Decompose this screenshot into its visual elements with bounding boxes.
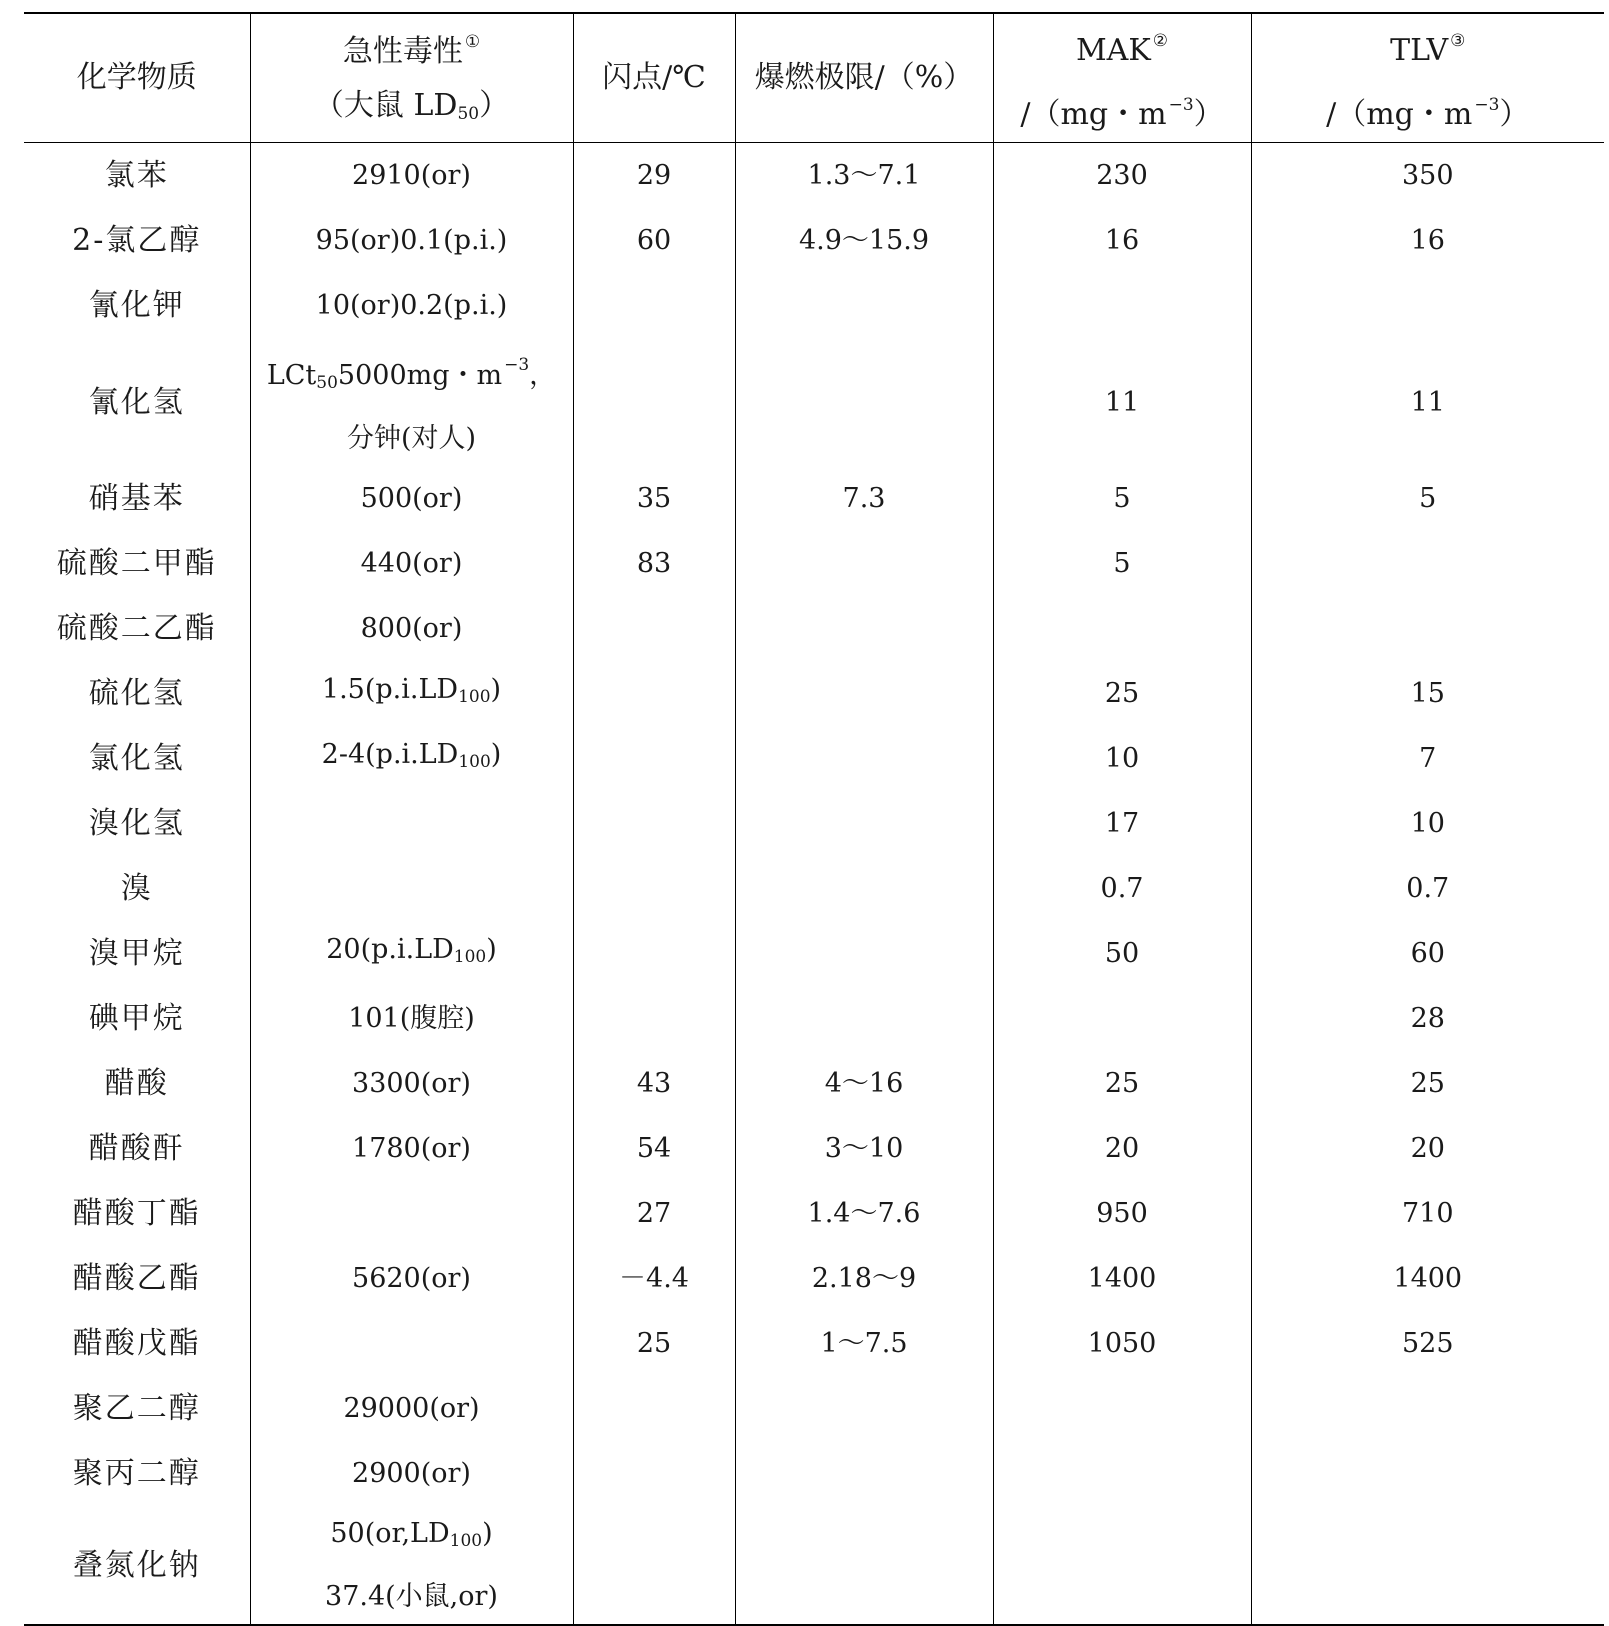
tlv-cell: 11 [1251,338,1604,466]
header-row [24,13,1604,143]
acute-toxicity-cell: 800(or) [250,596,573,661]
chemical-name: 醋酸 [104,1066,169,1101]
chemical-name: 硫酸二乙酯 [56,611,217,646]
acute-toxicity-cell: LCt505000mg・m $^{-3}$， 分钟(对人) [250,338,573,466]
explosion-limit-cell: 2.18～9 [735,1246,993,1311]
acute-toxicity-cell: 29000(or) [250,1376,573,1441]
table-row [24,726,1604,791]
chemical-name: 氯苯 [104,158,169,193]
table-row [24,596,1604,661]
flash-point-cell: 54 [573,1116,735,1181]
acute-toxicity-cell: 440(or) [250,531,573,596]
mak-cell [993,273,1251,338]
chemical-name: 聚丙二醇 [72,1456,201,1491]
flash-point-cell: －4.4 [573,1246,735,1311]
acute-toxicity-cell: 1.5(p.i.LD100) [250,661,573,726]
tlv-cell: 28 [1251,986,1604,1051]
explosion-limit-cell: 3～10 [735,1116,993,1181]
chemical-name: 醋酸酐 [88,1131,185,1166]
tlv-cell: 20 [1251,1116,1604,1181]
header-acute-toxicity: 急性毒性 ① （大鼠 LD50） [250,13,573,143]
mak-cell: 16 [993,208,1251,273]
mak-cell: 10 [993,726,1251,791]
mak-cell: 950 [993,1181,1251,1246]
header-flash-point: 闪点/℃ [573,13,735,143]
mak-cell: 0.7 [993,856,1251,921]
chemical-name: 溴 [120,871,153,906]
tlv-cell: 0.7 [1251,856,1604,921]
tlv-cell [1251,1376,1604,1441]
table-row [24,1181,1604,1246]
acute-toxicity-cell [250,791,573,856]
explosion-limit-cell [735,1441,993,1506]
acute-toxicity-cell: 500(or) [250,466,573,531]
explosion-limit-cell [735,1376,993,1441]
table-row [24,531,1604,596]
mak-cell: 17 [993,791,1251,856]
flash-point-cell: 35 [573,466,735,531]
header-tlv: TLV ③ /（mg・m $^{-3}$） [1251,13,1604,143]
mak-cell [993,1376,1251,1441]
acute-toxicity-cell: 2900(or) [250,1441,573,1506]
table-row [24,661,1604,726]
header-mak: MAK ② /（mg・m $^{-3}$） [993,13,1251,143]
explosion-limit-cell [735,596,993,661]
explosion-limit-cell [735,1506,993,1625]
tlv-cell: 5 [1251,466,1604,531]
flash-point-cell [573,338,735,466]
chemical-name: 氰化钾 [88,288,185,323]
explosion-limit-cell [735,726,993,791]
flash-point-cell: 83 [573,531,735,596]
chemical-name: 醋酸戊酯 [72,1326,201,1361]
header-explosion-limit: 爆燃极限/（%） [735,13,993,143]
acute-toxicity-cell: 5620(or) [250,1246,573,1311]
chemical-name: 氰化氢 [88,384,185,420]
mak-cell: 50 [993,921,1251,986]
tlv-cell: 10 [1251,791,1604,856]
table-row [24,1116,1604,1181]
chemical-name: 叠氮化钠 [72,1547,201,1583]
table-row [24,1311,1604,1376]
table-row [24,986,1604,1051]
chemical-name: 碘甲烷 [88,1001,185,1036]
chemical-name: 醋酸乙酯 [72,1261,201,1296]
table-row [24,1506,1604,1625]
table-row [24,791,1604,856]
flash-point-cell [573,856,735,921]
explosion-limit-cell [735,791,993,856]
explosion-limit-cell [735,273,993,338]
tlv-cell: 16 [1251,208,1604,273]
flash-point-cell [573,661,735,726]
table-row [24,208,1604,273]
mak-cell: 25 [993,661,1251,726]
flash-point-cell [573,1506,735,1625]
explosion-limit-cell: 7.3 [735,466,993,531]
table-row [24,273,1604,338]
tlv-cell: 15 [1251,661,1604,726]
tlv-cell [1251,273,1604,338]
chemical-name: 醋酸丁酯 [72,1196,201,1231]
table-row [24,921,1604,986]
mak-cell: 5 [993,531,1251,596]
chemical-name: 硝基苯 [88,481,185,516]
tlv-cell [1251,596,1604,661]
acute-toxicity-cell: 10(or)0.2(p.i.) [250,273,573,338]
explosion-limit-cell [735,661,993,726]
flash-point-cell: 29 [573,143,735,209]
explosion-limit-cell: 1～7.5 [735,1311,993,1376]
acute-toxicity-cell: 2910(or) [250,143,573,209]
chemical-name: 溴化氢 [88,806,185,841]
tlv-cell [1251,1506,1604,1625]
flash-point-cell [573,921,735,986]
flash-point-cell: 43 [573,1051,735,1116]
mak-cell: 20 [993,1116,1251,1181]
mak-cell: 25 [993,1051,1251,1116]
mak-cell [993,986,1251,1051]
acute-toxicity-cell [250,856,573,921]
header-chemical: 化学物质 [24,13,250,143]
flash-point-cell [573,726,735,791]
acute-toxicity-cell: 101(腹腔) [250,986,573,1051]
acute-toxicity-cell: 20(p.i.LD100) [250,921,573,986]
chemical-name: 溴甲烷 [88,936,185,971]
explosion-limit-cell: 1.4～7.6 [735,1181,993,1246]
flash-point-cell [573,273,735,338]
acute-toxicity-cell: 3300(or) [250,1051,573,1116]
mak-cell: 5 [993,466,1251,531]
explosion-limit-cell [735,921,993,986]
explosion-limit-cell [735,856,993,921]
flash-point-cell [573,986,735,1051]
acute-toxicity-cell: 1780(or) [250,1116,573,1181]
explosion-limit-cell: 4～16 [735,1051,993,1116]
flash-point-cell [573,791,735,856]
table-row [24,466,1604,531]
table-row [24,1246,1604,1311]
mak-cell: 1400 [993,1246,1251,1311]
tlv-cell: 710 [1251,1181,1604,1246]
chemical-name: 2-氯乙醇 [72,223,202,258]
acute-toxicity-cell: 95(or)0.1(p.i.) [250,208,573,273]
flash-point-cell [573,596,735,661]
flash-point-cell [573,1441,735,1506]
acute-toxicity-cell [250,1181,573,1246]
tlv-cell: 25 [1251,1051,1604,1116]
mak-cell: 1050 [993,1311,1251,1376]
explosion-limit-cell [735,338,993,466]
flash-point-cell: 27 [573,1181,735,1246]
mak-cell: 11 [993,338,1251,466]
flash-point-cell [573,1376,735,1441]
tlv-cell: 1400 [1251,1246,1604,1311]
explosion-limit-cell: 4.9～15.9 [735,208,993,273]
table-row [24,338,1604,466]
chemical-name: 氯化氢 [88,741,185,776]
mak-cell [993,596,1251,661]
table-row [24,1441,1604,1506]
chemical-name: 硫化氢 [88,676,185,711]
flash-point-cell: 60 [573,208,735,273]
acute-toxicity-cell: 2-4(p.i.LD100) [250,726,573,791]
acute-toxicity-cell: 50(or,LD100) 37.4(小鼠,or) [250,1506,573,1625]
tlv-cell: 60 [1251,921,1604,986]
explosion-limit-cell [735,531,993,596]
tlv-cell: 350 [1251,143,1604,209]
table-row [24,856,1604,921]
chemical-name: 聚乙二醇 [72,1391,201,1426]
acute-toxicity-cell [250,1311,573,1376]
chemical-name: 硫酸二甲酯 [56,546,217,581]
chemical-data-table [24,12,1604,1626]
explosion-limit-cell [735,986,993,1051]
table-row [24,1376,1604,1441]
tlv-cell: 7 [1251,726,1604,791]
mak-cell [993,1506,1251,1625]
tlv-cell: 525 [1251,1311,1604,1376]
tlv-cell [1251,531,1604,596]
mak-cell [993,1441,1251,1506]
explosion-limit-cell: 1.3～7.1 [735,143,993,209]
tlv-cell [1251,1441,1604,1506]
flash-point-cell: 25 [573,1311,735,1376]
table-row [24,143,1604,209]
mak-cell: 230 [993,143,1251,209]
table-row [24,1051,1604,1116]
